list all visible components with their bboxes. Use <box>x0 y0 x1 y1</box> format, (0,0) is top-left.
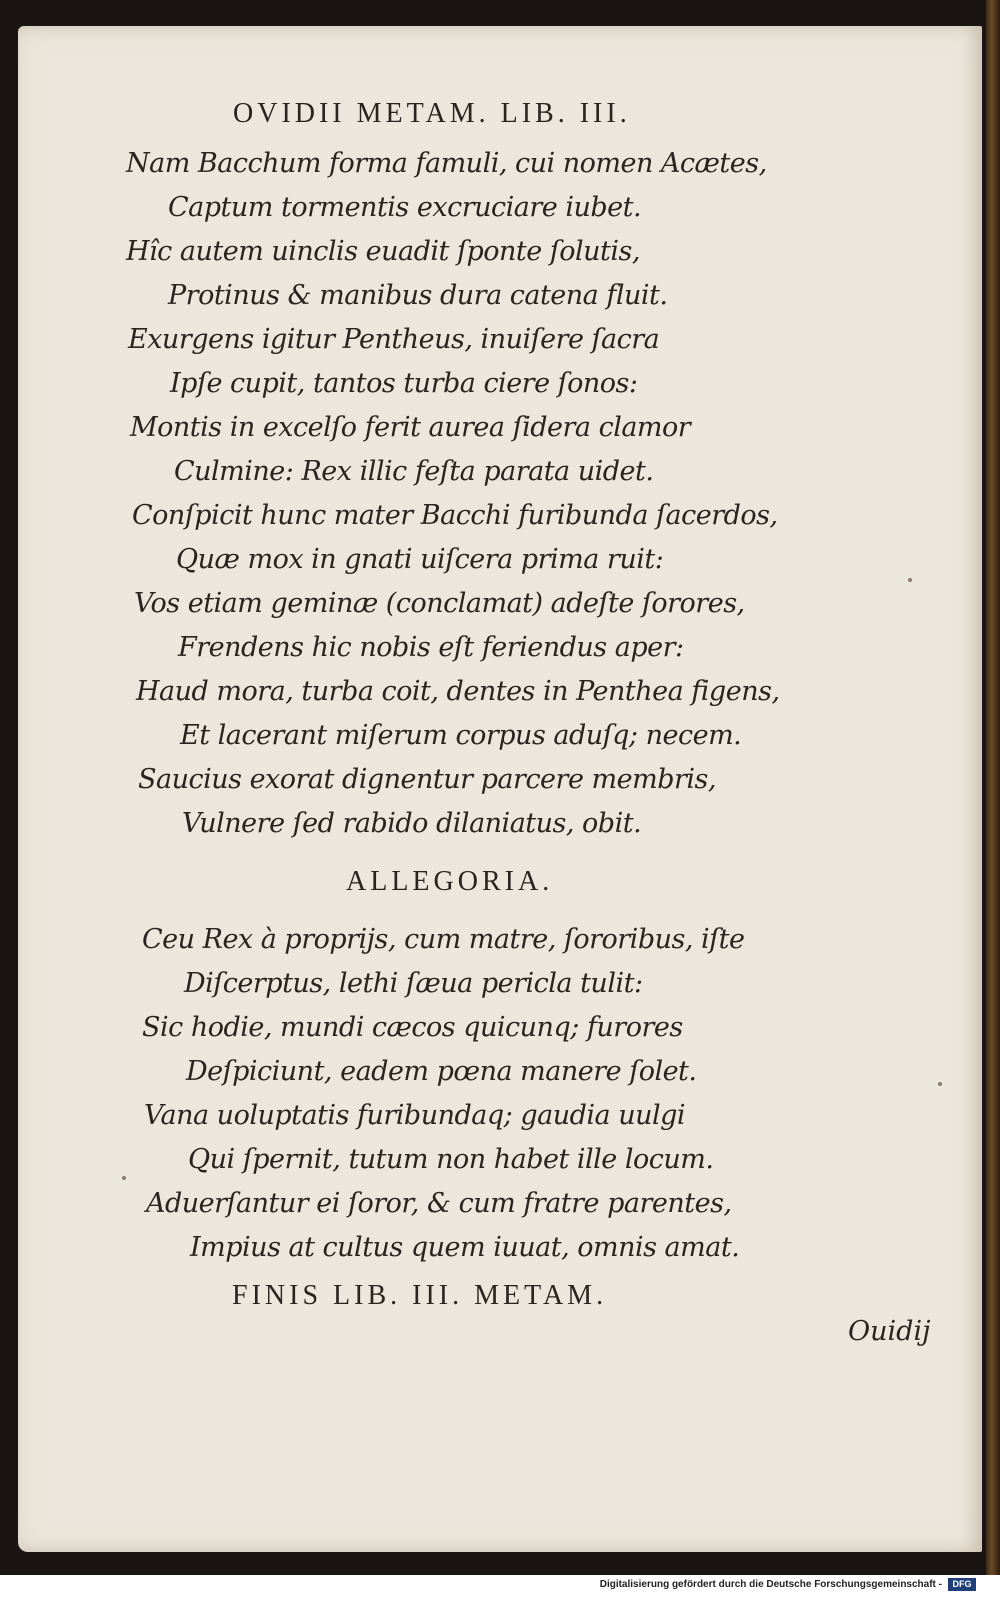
allegoria-title: ALLEGORIA. <box>346 866 554 897</box>
allegoria-line-2: Diſcerptus, lethi ſæua pericla tulit: <box>184 968 643 999</box>
allegoria-line-3: Sic hodie, mundi cæcos quicunq; furores <box>142 1012 683 1043</box>
catchword: Ouidij <box>848 1316 931 1347</box>
allegoria-line-1: Ceu Rex à proprijs, cum matre, ſororibus, iſte <box>142 924 745 955</box>
paper-speck <box>938 1082 942 1086</box>
verse-line-6: Ipſe cupit, tantos turba ciere ſonos: <box>170 368 638 399</box>
allegoria-line-4: Deſpiciunt, eadem pœna manere ſolet. <box>186 1056 697 1087</box>
verse-line-7: Montis in excelſo ferit aurea ſidera clamor <box>130 412 691 443</box>
verse-line-1: Nam Bacchum forma famuli, cui nomen Acætes, <box>126 148 767 179</box>
verse-line-9: Conſpicit hunc mater Bacchi furibunda ſacerdos, <box>132 500 778 531</box>
verse-line-4: Protinus & manibus dura catena fluit. <box>168 280 668 311</box>
verse-line-15: Saucius exorat dignentur parcere membris, <box>138 764 716 795</box>
allegoria-line-7: Aduerſantur ei ſoror, & cum fratre parentes, <box>146 1188 732 1219</box>
running-head: OVIDII METAM. LIB. III. <box>233 98 631 129</box>
verse-line-5: Exurgens igitur Pentheus, inuiſere ſacra <box>128 324 660 355</box>
verse-line-10: Quæ mox in gnati uiſcera prima ruit: <box>176 544 664 575</box>
digitization-credit: Digitalisierung gefördert durch die Deutsche Forschungsgemeinschaft - <box>599 1579 942 1590</box>
verse-line-14: Et lacerant miſerum corpus aduſq; necem. <box>180 720 742 751</box>
dfg-logo: DFG <box>948 1578 976 1591</box>
verse-line-11: Vos etiam geminæ (conclamat) adeſte ſorores, <box>134 588 745 619</box>
book-board-edge <box>986 0 1000 1575</box>
allegoria-line-6: Qui ſpernit, tutum non habet ille locum. <box>188 1144 714 1175</box>
verse-line-3: Hîc autem uinclis euadit ſponte ſolutis, <box>126 236 640 267</box>
verse-line-16: Vulnere ſed rabido dilaniatus, obit. <box>182 808 642 839</box>
finis-line: FINIS LIB. III. METAM. <box>232 1280 608 1311</box>
allegoria-line-5: Vana uoluptatis furibundaq; gaudia uulgi <box>144 1100 686 1131</box>
verse-line-13: Haud mora, turba coit, dentes in Penthea figens, <box>136 676 780 707</box>
paper-speck <box>122 1176 126 1180</box>
book-page <box>18 26 982 1552</box>
verse-line-8: Culmine: Rex illic feſta parata uidet. <box>174 456 654 487</box>
verse-line-12: Frendens hic nobis eſt feriendus aper: <box>178 632 684 663</box>
verse-line-2: Captum tormentis excruciare iubet. <box>168 192 642 223</box>
paper-speck <box>908 578 912 582</box>
allegoria-line-8: Impius at cultus quem iuuat, omnis amat. <box>190 1232 740 1263</box>
